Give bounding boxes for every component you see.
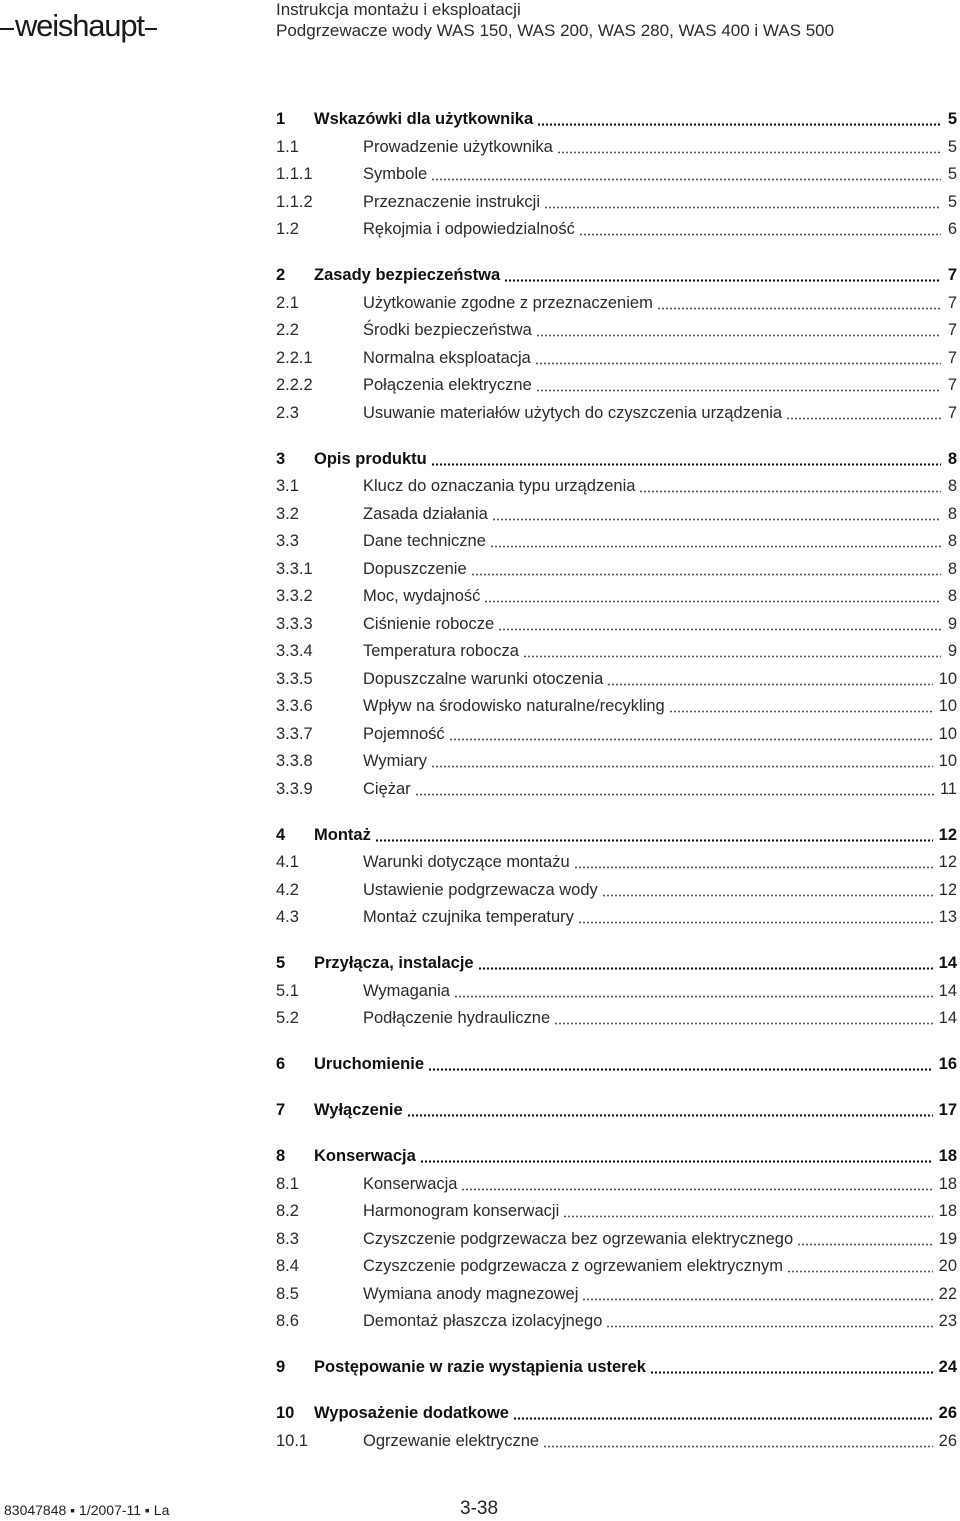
toc-entry-page: 10	[938, 669, 957, 688]
toc-entry[interactable]	[276, 501, 957, 529]
logo-text: weishaupt	[15, 8, 144, 43]
toc-entry-title: Konserwacja	[314, 1147, 416, 1165]
toc-dot-leader	[554, 1022, 933, 1025]
logo-dash-right	[145, 28, 157, 30]
toc-dot-leader	[498, 628, 941, 631]
toc-entry-number: 10	[276, 1404, 295, 1422]
toc-entry-title: Opis produktu	[314, 449, 427, 468]
toc-dot-leader	[431, 178, 941, 181]
toc-entry-page: 26	[938, 1431, 957, 1450]
toc-entry-title: Harmonogram konserwacji	[363, 1202, 560, 1220]
toc-entry-number: 3.3.3	[276, 614, 313, 633]
toc-entry-page: 14	[938, 954, 957, 972]
toc-entry-page: 20	[938, 1257, 957, 1275]
toc-entry-number: 6	[276, 1055, 286, 1073]
toc-entry-title: Zasady bezpieczeństwa	[314, 266, 501, 284]
toc-entry-number: 2	[276, 266, 286, 284]
toc-entry-number: 2.2.1	[276, 348, 313, 367]
toc-entry-page: 13	[938, 908, 957, 926]
toc-entry-title: Wymiana anody magnezowej	[363, 1284, 579, 1303]
toc-dot-leader	[407, 1114, 933, 1117]
toc-dot-leader	[578, 921, 933, 924]
toc-entry-page: 5	[947, 165, 957, 183]
toc-entry-number: 2.2.2	[276, 376, 313, 394]
toc-dot-leader	[478, 967, 933, 970]
toc-dot-leader	[420, 1160, 933, 1163]
toc-entry-number: 8.5	[276, 1284, 299, 1303]
toc-entry[interactable]	[276, 400, 957, 428]
toc-dot-leader	[484, 600, 941, 603]
toc-entry-page: 14	[938, 1009, 957, 1027]
toc-entry-number: 3.3.9	[276, 779, 313, 798]
toc-entry-title: Dane techniczne	[363, 532, 486, 550]
toc-dot-leader	[579, 233, 941, 236]
toc-entry[interactable]	[276, 666, 957, 694]
toc-entry[interactable]	[276, 528, 957, 556]
toc-chapter-entry[interactable]	[276, 1143, 957, 1171]
toc-dot-leader	[669, 710, 933, 713]
toc-entry[interactable]	[276, 978, 957, 1006]
toc-entry-number: 3.3.6	[276, 697, 313, 715]
toc-entry-title: Ciężar	[363, 779, 411, 798]
toc-entry-title: Montaż	[314, 825, 371, 844]
toc-entry[interactable]	[276, 345, 957, 373]
toc-entry-number: 8.6	[276, 1312, 299, 1330]
toc-dot-leader	[602, 894, 933, 897]
toc-entry-page: 7	[947, 376, 957, 394]
toc-entry-number: 4	[276, 825, 286, 844]
toc-entry-title: Ciśnienie robocze	[363, 614, 495, 633]
toc-entry-title: Ustawienie podgrzewacza wody	[363, 880, 598, 899]
toc-dot-leader	[544, 206, 941, 209]
toc-dot-leader	[449, 738, 933, 741]
toc-entry[interactable]	[276, 721, 957, 749]
toc-chapter-entry[interactable]	[276, 822, 957, 850]
document-code: 83047848 ▪ 1/2007-11 ▪ La	[4, 1502, 170, 1518]
toc-dot-leader	[582, 1298, 932, 1301]
toc-chapter-entry[interactable]	[276, 1400, 957, 1428]
toc-entry[interactable]	[276, 877, 957, 905]
toc-entry-title: Pojemność	[363, 724, 445, 743]
toc-entry-number: 4.1	[276, 853, 299, 871]
toc-entry-number: 8.1	[276, 1174, 299, 1193]
toc-entry-title: Uruchomienie	[314, 1055, 425, 1073]
toc-entry[interactable]	[276, 1171, 957, 1199]
toc-dot-leader	[461, 1188, 932, 1191]
toc-entry-number: 3.3.5	[276, 669, 313, 688]
toc-entry-title: Przyłącza, instalacje	[314, 954, 474, 972]
toc-entry-page: 8	[947, 532, 957, 550]
toc-entry-page: 5	[947, 110, 957, 128]
toc-entry-page: 5	[947, 137, 957, 156]
toc-entry-page: 8	[947, 587, 957, 605]
toc-entry-title: Symbole	[363, 165, 428, 183]
toc-entry-page: 5	[947, 192, 957, 211]
toc-entry-page: 10	[938, 752, 957, 770]
toc-entry[interactable]	[276, 1226, 957, 1254]
toc-entry-number: 8.2	[276, 1202, 299, 1220]
toc-entry-page: 18	[938, 1174, 957, 1193]
toc-dot-leader	[557, 151, 941, 154]
toc-dot-leader	[787, 1270, 933, 1273]
toc-entry-page: 9	[947, 642, 957, 660]
toc-entry-number: 5	[276, 954, 286, 972]
toc-dot-leader	[786, 417, 941, 420]
document-title	[276, 0, 834, 41]
toc-entry-number: 7	[276, 1101, 286, 1119]
toc-entry[interactable]	[276, 748, 957, 776]
weishaupt-logo	[0, 6, 158, 46]
toc-entry[interactable]	[276, 134, 957, 162]
toc-dot-leader	[513, 1417, 933, 1420]
toc-entry-number: 2.3	[276, 403, 299, 422]
toc-entry-number: 2.1	[276, 293, 299, 312]
toc-entry-page: 7	[947, 348, 957, 367]
toc-dot-leader	[607, 683, 932, 686]
toc-entry[interactable]	[276, 1308, 957, 1336]
table-of-contents	[276, 106, 957, 1455]
toc-dot-leader	[471, 573, 941, 576]
toc-entry-title: Dopuszczalne warunki otoczenia	[363, 669, 604, 688]
toc-entry-title: Wyłączenie	[314, 1101, 403, 1119]
toc-entry-title: Klucz do oznaczania typu urządzenia	[363, 477, 636, 495]
toc-entry-page: 8	[947, 449, 957, 468]
toc-entry-page: 12	[938, 825, 957, 844]
toc-entry-title: Czyszczenie podgrzewacza z ogrzewaniem elektrycznym	[363, 1257, 783, 1275]
toc-entry[interactable]	[276, 776, 957, 804]
toc-entry-title: Środki bezpieczeństwa	[363, 321, 532, 339]
toc-entry-page: 10	[938, 724, 957, 743]
toc-entry-title: Wymagania	[363, 981, 450, 1000]
toc-entry-number: 1.1.1	[276, 165, 313, 183]
toc-dot-leader	[563, 1215, 932, 1218]
toc-entry-page: 11	[939, 779, 957, 798]
toc-entry-page: 12	[938, 880, 957, 899]
toc-entry-number: 5.1	[276, 981, 299, 1000]
toc-entry-number: 3.3.7	[276, 724, 313, 743]
toc-dot-leader	[536, 334, 941, 337]
toc-entry[interactable]	[276, 1005, 957, 1033]
toc-dot-leader	[639, 490, 941, 493]
toc-entry[interactable]	[276, 556, 957, 584]
toc-entry[interactable]	[276, 317, 957, 345]
toc-chapter-entry[interactable]	[276, 1051, 957, 1079]
toc-dot-leader	[537, 123, 941, 126]
toc-entry-number: 3.3.2	[276, 587, 313, 605]
toc-dot-leader	[375, 839, 933, 842]
toc-entry-number: 4.2	[276, 880, 299, 899]
toc-dot-leader	[431, 463, 941, 466]
toc-entry[interactable]	[276, 473, 957, 501]
toc-entry-title: Warunki dotyczące montażu	[363, 853, 570, 871]
toc-entry-title: Postępowanie w razie wystąpienia usterek	[314, 1358, 646, 1376]
toc-entry[interactable]	[276, 1281, 957, 1309]
toc-entry-page: 7	[947, 321, 957, 339]
toc-entry-number: 3.3.4	[276, 642, 313, 660]
toc-entry-title: Połączenia elektryczne	[363, 376, 532, 394]
toc-entry[interactable]	[276, 583, 957, 611]
toc-entry-title: Temperatura robocza	[363, 642, 519, 660]
toc-chapter-entry[interactable]	[276, 1354, 957, 1382]
toc-entry-title: Wyposażenie dodatkowe	[314, 1404, 509, 1422]
toc-entry-page: 6	[947, 220, 957, 238]
toc-entry-page: 7	[947, 266, 957, 284]
toc-entry-page: 8	[947, 477, 957, 495]
toc-entry-title: Normalna eksploatacja	[363, 348, 531, 367]
toc-entry-number: 4.3	[276, 908, 299, 926]
toc-entry-page: 16	[938, 1055, 957, 1073]
toc-dot-leader	[797, 1243, 933, 1246]
toc-entry-title: Konserwacja	[363, 1174, 458, 1193]
toc-entry-page: 17	[938, 1101, 957, 1119]
toc-entry-page: 24	[938, 1358, 957, 1376]
toc-dot-leader	[650, 1371, 933, 1374]
toc-entry-title: Użytkowanie zgodne z przeznaczeniem	[363, 293, 653, 312]
toc-dot-leader	[431, 765, 933, 768]
toc-entry-number: 1.1	[276, 137, 299, 156]
toc-entry-title: Usuwanie materiałów użytych do czyszczenia urządzenia	[363, 403, 783, 422]
page-number: 3-38	[460, 1498, 499, 1519]
toc-dot-leader	[657, 307, 941, 310]
toc-entry[interactable]	[276, 189, 957, 217]
toc-entry[interactable]	[276, 849, 957, 877]
toc-entry-number: 1	[276, 110, 286, 128]
toc-entry-title: Montaż czujnika temperatury	[363, 908, 574, 926]
toc-entry-page: 18	[938, 1147, 957, 1165]
toc-entry[interactable]	[276, 904, 957, 932]
toc-entry-number: 8.3	[276, 1229, 299, 1248]
toc-entry-number: 5.2	[276, 1009, 299, 1027]
toc-entry-title: Moc, wydajność	[363, 587, 481, 605]
toc-entry-number: 3.1	[276, 477, 299, 495]
toc-entry-number: 8.4	[276, 1257, 299, 1275]
toc-entry-page: 14	[938, 981, 957, 1000]
toc-entry-page: 26	[938, 1404, 957, 1422]
toc-entry-title: Przeznaczenie instrukcji	[363, 192, 540, 211]
toc-entry[interactable]	[276, 290, 957, 318]
toc-entry-title: Prowadzenie użytkownika	[363, 137, 553, 156]
toc-entry-number: 10.1	[276, 1431, 309, 1450]
toc-entry-page: 18	[938, 1202, 957, 1220]
toc-entry-title: Wskazówki dla użytkownika	[314, 110, 534, 128]
toc-entry[interactable]	[276, 216, 957, 244]
logo-dash-left	[0, 28, 14, 30]
toc-entry-number: 3	[276, 449, 286, 468]
toc-entry-number: 1.2	[276, 220, 299, 238]
toc-entry-number: 8	[276, 1147, 286, 1165]
toc-entry-page: 7	[947, 403, 957, 422]
toc-chapter-entry[interactable]	[276, 446, 957, 474]
toc-entry-title: Wymiary	[363, 752, 428, 770]
toc-dot-leader	[454, 995, 933, 998]
toc-entry[interactable]	[276, 693, 957, 721]
toc-entry-title: Podłączenie hydrauliczne	[363, 1009, 551, 1027]
toc-entry[interactable]	[276, 1198, 957, 1226]
toc-entry[interactable]	[276, 372, 957, 400]
toc-entry-page: 7	[947, 293, 957, 312]
toc-entry-number: 3.2	[276, 504, 299, 523]
toc-entry-page: 12	[938, 853, 957, 871]
toc-entry-number: 3.3.8	[276, 752, 313, 770]
toc-entry-title: Zasada działania	[363, 504, 488, 523]
toc-entry-title: Czyszczenie podgrzewacza bez ogrzewania elektrycznego	[363, 1229, 794, 1248]
toc-entry[interactable]	[276, 611, 957, 639]
toc-dot-leader	[492, 518, 941, 521]
toc-dot-leader	[523, 655, 941, 658]
toc-entry-page: 10	[938, 697, 957, 715]
toc-entry-title: Demontaż płaszcza izolacyjnego	[363, 1312, 603, 1330]
toc-chapter-entry[interactable]	[276, 1097, 957, 1125]
toc-dot-leader	[535, 362, 941, 365]
toc-entry-title: Ogrzewanie elektryczne	[363, 1431, 540, 1450]
toc-chapter-entry[interactable]	[276, 262, 957, 290]
toc-entry-number: 2.2	[276, 321, 299, 339]
document-title-line1: Instrukcja montażu i eksploatacji	[276, 0, 521, 19]
toc-dot-leader	[574, 866, 933, 869]
toc-entry-page: 23	[938, 1312, 957, 1330]
toc-dot-leader	[543, 1445, 933, 1448]
toc-entry-page: 8	[947, 504, 957, 523]
toc-dot-leader	[606, 1325, 932, 1328]
toc-entry-title: Dopuszczenie	[363, 559, 467, 578]
toc-dot-leader	[428, 1068, 933, 1071]
toc-dot-leader	[415, 793, 934, 796]
toc-entry-title: Wpływ na środowisko naturalne/recykling	[363, 697, 665, 715]
toc-entry[interactable]	[276, 161, 957, 189]
toc-entry-number: 3.3.1	[276, 559, 313, 578]
toc-entry-title: Rękojmia i odpowiedzialność	[363, 220, 575, 238]
toc-entry[interactable]	[276, 638, 957, 666]
toc-dot-leader	[536, 389, 941, 392]
toc-entry[interactable]	[276, 1428, 957, 1456]
toc-entry-number: 1.1.2	[276, 192, 313, 211]
toc-entry[interactable]	[276, 1253, 957, 1281]
document-title-line2: Podgrzewacze wody WAS 150, WAS 200, WAS 280, WAS 400 i WAS 500	[276, 20, 835, 40]
toc-entry-page: 22	[938, 1284, 957, 1303]
toc-entry-page: 8	[947, 559, 957, 578]
toc-entry-page: 9	[947, 614, 957, 633]
toc-entry-number: 9	[276, 1358, 286, 1376]
toc-chapter-entry[interactable]	[276, 106, 957, 134]
toc-entry-number: 3.3	[276, 532, 299, 550]
toc-dot-leader	[504, 279, 941, 282]
toc-entry-page: 19	[938, 1229, 957, 1248]
toc-dot-leader	[490, 545, 941, 548]
toc-chapter-entry[interactable]	[276, 950, 957, 978]
